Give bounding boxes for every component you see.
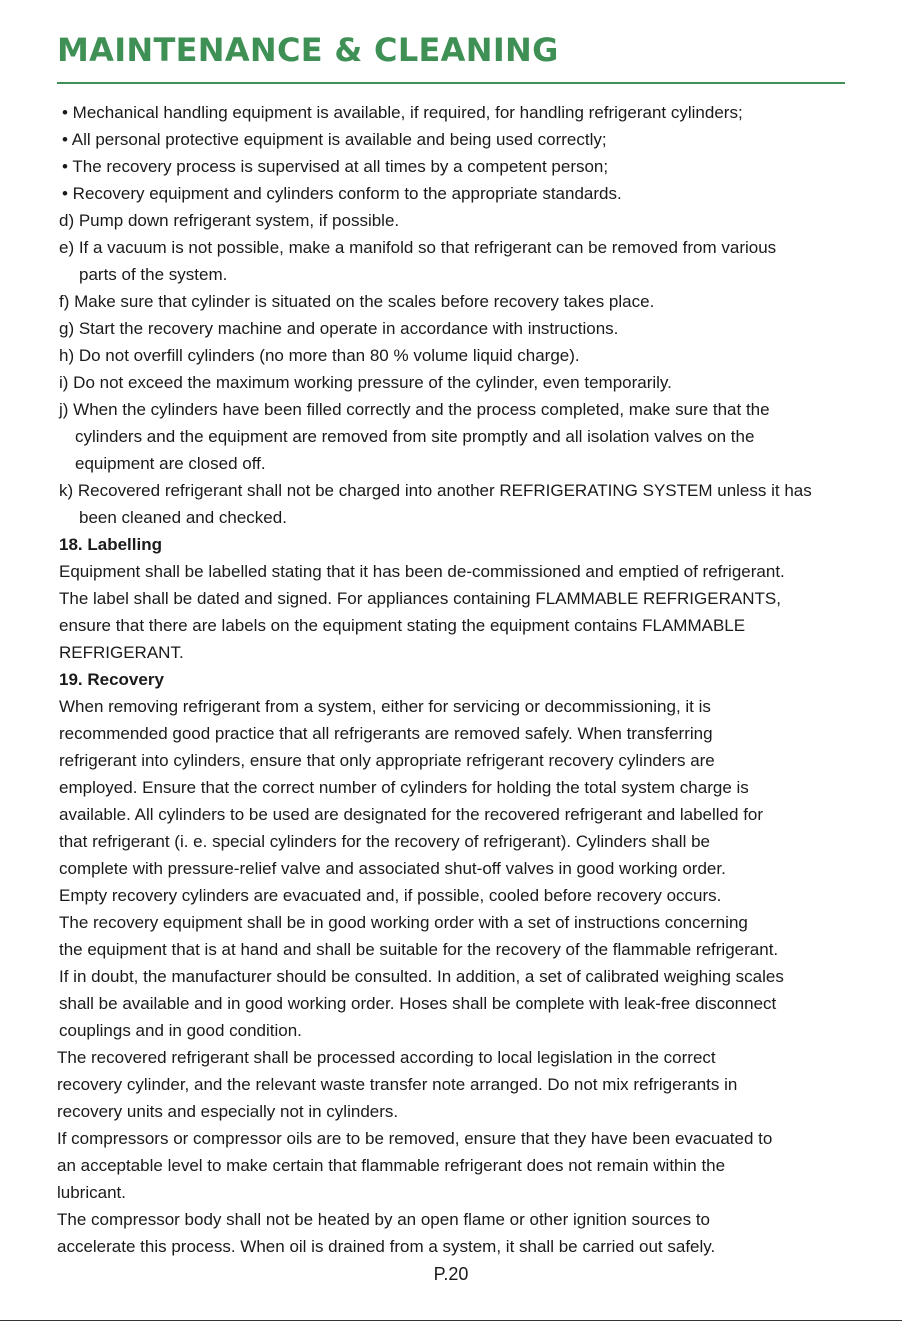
bullet-item: • Recovery equipment and cylinders conform to the appropriate standards.	[62, 184, 622, 203]
paragraph-line: Equipment shall be labelled stating that it has been de-commissioned and emptied of refrigerant.	[59, 562, 785, 581]
bullet-item: • All personal protective equipment is available and being used correctly;	[62, 130, 607, 149]
paragraph-line: The recovery equipment shall be in good working order with a set of instructions concerning	[59, 913, 748, 932]
paragraph-line: complete with pressure-relief valve and associated shut-off valves in good working order.	[59, 859, 726, 878]
step-item-continuation: cylinders and the equipment are removed from site promptly and all isolation valves on the	[75, 427, 755, 446]
step-item: d) Pump down refrigerant system, if possible.	[59, 211, 400, 230]
step-item: k) Recovered refrigerant shall not be charged into another REFRIGERATING SYSTEM unless it has	[59, 481, 812, 500]
bullet-item: • The recovery process is supervised at all times by a competent person;	[62, 157, 609, 176]
page-bottom-edge	[0, 1320, 902, 1321]
step-item: j) When the cylinders have been filled correctly and the process completed, make sure that the	[59, 400, 770, 419]
paragraph-line: recovery cylinder, and the relevant waste transfer note arranged. Do not mix refrigerants in	[57, 1075, 738, 1094]
section-heading-recovery: 19. Recovery	[59, 670, 164, 689]
paragraph-line: If in doubt, the manufacturer should be consulted. In addition, a set of calibrated weighing scales	[59, 967, 784, 986]
paragraph-line: recovery units and especially not in cylinders.	[57, 1102, 399, 1121]
paragraph-line: refrigerant into cylinders, ensure that only appropriate refrigerant recovery cylinders are	[59, 751, 715, 770]
paragraph-line: The label shall be dated and signed. For appliances containing FLAMMABLE REFRIGERANTS,	[59, 589, 781, 608]
paragraph-line: The recovered refrigerant shall be processed according to local legislation in the correct	[57, 1048, 716, 1067]
paragraph-line: lubricant.	[57, 1183, 126, 1202]
bullet-item: • Mechanical handling equipment is available, if required, for handling refrigerant cylinders;	[62, 103, 743, 122]
paragraph-line: accelerate this process. When oil is drained from a system, it shall be carried out safely.	[57, 1237, 716, 1256]
paragraph-line: shall be available and in good working order. Hoses shall be complete with leak-free disconnect	[59, 994, 777, 1013]
paragraph-line: recommended good practice that all refrigerants are removed safely. When transferring	[59, 724, 713, 743]
paragraph-line: an acceptable level to make certain that flammable refrigerant does not remain within the	[57, 1156, 726, 1175]
step-item: g) Start the recovery machine and operate in accordance with instructions.	[59, 319, 619, 338]
step-item-continuation: parts of the system.	[79, 265, 228, 284]
paragraph-line: REFRIGERANT.	[59, 643, 184, 662]
paragraph-line: ensure that there are labels on the equipment stating the equipment contains FLAMMABLE	[59, 616, 746, 635]
paragraph-line: that refrigerant (i. e. special cylinders for the recovery of refrigerant). Cylinders shall be	[59, 832, 710, 851]
section-heading-labelling: 18. Labelling	[59, 535, 162, 554]
title-divider	[57, 82, 845, 84]
step-item: h) Do not overfill cylinders (no more than 80 % volume liquid charge).	[59, 346, 580, 365]
paragraph-line: Empty recovery cylinders are evacuated and, if possible, cooled before recovery occurs.	[59, 886, 722, 905]
step-item: e) If a vacuum is not possible, make a manifold so that refrigerant can be removed from various	[59, 238, 777, 257]
step-item-continuation: equipment are closed off.	[75, 454, 266, 473]
paragraph-line: available. All cylinders to be used are designated for the recovered refrigerant and labelled for	[59, 805, 764, 824]
paragraph-line: When removing refrigerant from a system, either for servicing or decommissioning, it is	[59, 697, 711, 716]
step-item: i) Do not exceed the maximum working pressure of the cylinder, even temporarily.	[59, 373, 672, 392]
paragraph-line: The compressor body shall not be heated by an open flame or other ignition sources to	[57, 1210, 710, 1229]
paragraph-line: employed. Ensure that the correct number of cylinders for holding the total system charge is	[59, 778, 749, 797]
paragraph-line: couplings and in good condition.	[59, 1021, 302, 1040]
page-number: P.20	[433, 1264, 469, 1284]
paragraph-line: the equipment that is at hand and shall be suitable for the recovery of the flammable refrigerant.	[59, 940, 779, 959]
paragraph-line: If compressors or compressor oils are to be removed, ensure that they have been evacuated to	[57, 1129, 773, 1148]
step-item-continuation: been cleaned and checked.	[79, 508, 287, 527]
step-item: f) Make sure that cylinder is situated on the scales before recovery takes place.	[59, 292, 655, 311]
page-title: MAINTENANCE & CLEANING	[57, 31, 559, 69]
